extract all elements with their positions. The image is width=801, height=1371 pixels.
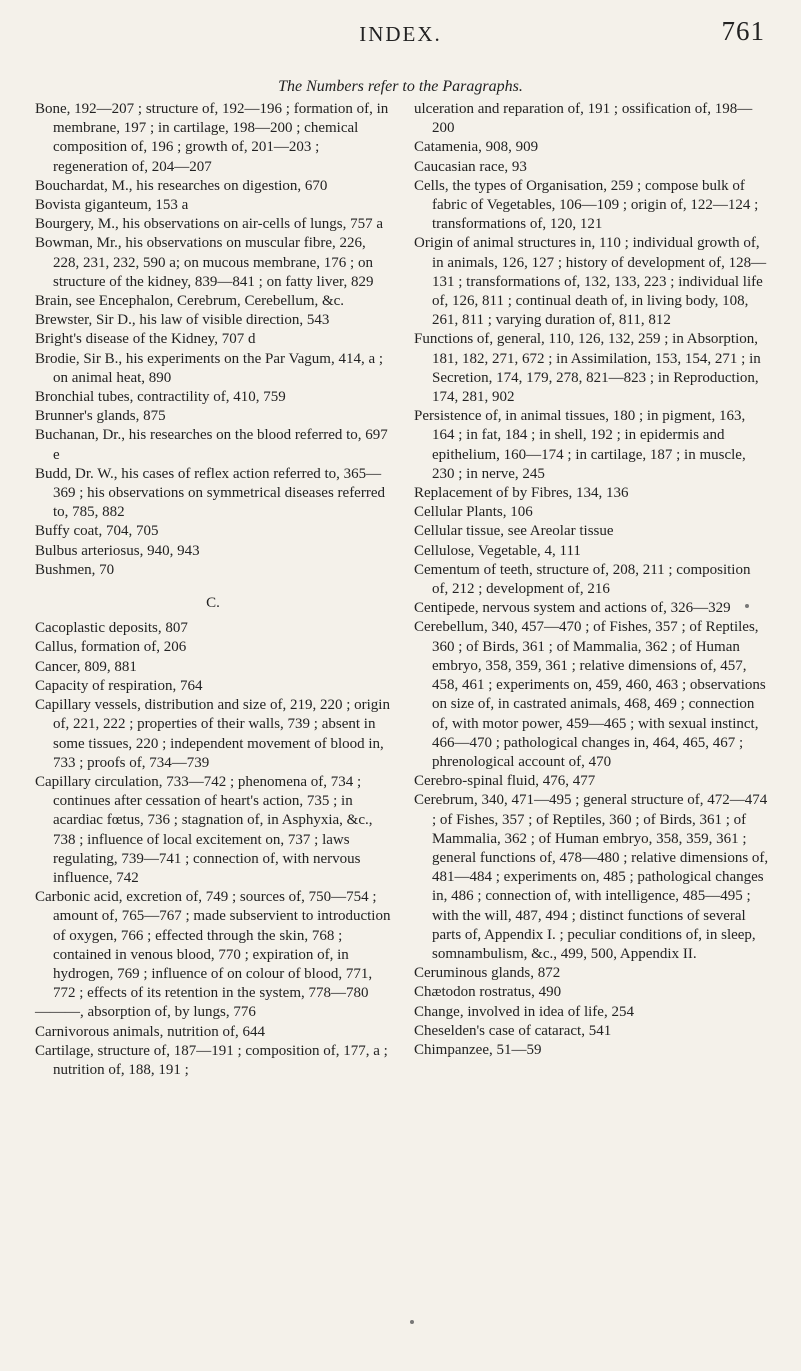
index-entry: Bronchial tubes, contractility of, 410, 759	[35, 389, 286, 406]
left-column	[35, 100, 391, 1080]
ink-speck	[745, 604, 749, 608]
index-entry: Catamenia, 908, 909	[414, 139, 539, 156]
index-entry: Cheselden's case of cataract, 541	[414, 1022, 612, 1039]
index-entry: Centipede, nervous system and actions of, 326—329	[414, 600, 731, 617]
index-entry: Bushmen, 70	[35, 561, 115, 578]
index-entry: Cerebellum, 340, 457—470 ; of Fishes, 357 ; of Reptiles, 360 ; of Birds, 361 ; of Mammalia, 362 ; of Human embryo, 358, 359, 361 ; relative dimensions of, 457, 458, 461 ; experiments on, 459, 460, 463 ; observations on size of, in castrated animals, 468, 469 ; connection of, with motor power, 459—465 ; with sexual instinct, 466—470 ; pathological changes in, 464, 465, 467 ; phrenological account of, 470	[414, 619, 766, 770]
index-entry: Functions of, general, 110, 126, 132, 259 ; in Absorption, 181, 182, 271, 672 ; in Assimilation, 153, 154, 271 ; in Secretion, 174, 179, 278, 821—823 ; in Reproduction, 174, 281, 902	[414, 331, 761, 406]
index-entry: ———, absorption of, by lungs, 776	[35, 1004, 256, 1021]
ink-speck	[410, 1320, 414, 1324]
index-entry: Cellulose, Vegetable, 4, 111	[414, 542, 581, 559]
running-title: INDEX.	[359, 22, 442, 46]
index-entry: Caucasian race, 93	[414, 158, 527, 175]
index-entry: Cacoplastic deposits, 807	[35, 620, 188, 637]
right-column	[414, 100, 770, 1060]
page-number: 761	[721, 16, 765, 46]
index-entry: Bowman, Mr., his observations on muscular fibre, 226, 228, 231, 232, 590 a; on mucous membrane, 176 ; on structure of the kidney, 839—841 ; on fatty liver, 829	[35, 235, 374, 290]
index-entry: Carnivorous animals, nutrition of, 644	[35, 1023, 265, 1040]
index-entry: Bourgery, M., his observations on air-cells of lungs, 757 a	[35, 216, 383, 233]
index-entry: Capacity of respiration, 764	[35, 677, 203, 694]
index-entry: Bright's disease of the Kidney, 707 d	[35, 331, 256, 348]
index-entry: Persistence of, in animal tissues, 180 ; in pigment, 163, 164 ; in fat, 184 ; in shell, 192 ; in epidermis and epithelium, 160—174 ; in cartilage, 187 ; in muscle, 230 ; in nerve, 245	[414, 408, 746, 482]
index-entry: Bovista giganteum, 153 a	[35, 197, 189, 214]
index-entry: Cellular tissue, see Areolar tissue	[414, 523, 614, 540]
index-entry: Carbonic acid, excretion of, 749 ; sources of, 750—754 ; amount of, 765—767 ; made subservient to introduction of oxygen, 766 ; effected through the skin, 768 ; contained in venous blood, 770 ; expiration of, in hydrogen, 769 ; influence of on colour of blood, 771, 772 ; effects of its retention in the system, 778—780	[35, 889, 391, 1002]
index-entry: Brewster, Sir D., his law of visible direction, 543	[35, 312, 330, 329]
index-entry: Budd, Dr. W., his cases of reflex action referred to, 365—369 ; his observations on symmetrical diseases referred to, 785, 882	[35, 465, 385, 521]
index-entry: Cancer, 809, 881	[35, 658, 137, 675]
index-entry: Chætodon rostratus, 490	[414, 984, 562, 1001]
index-entry: Brain, see Encephalon, Cerebrum, Cerebellum, &c.	[35, 293, 345, 310]
index-entry: Ceruminous glands, 872	[414, 965, 561, 982]
index-entry: Brodie, Sir B., his experiments on the Par Vagum, 414, a ; on animal heat, 890	[35, 350, 384, 386]
index-entry: Origin of animal structures in, 110 ; individual growth of, in animals, 126, 127 ; history of development of, 128—131 ; transformations of, 132, 133, 223 ; individual life of, 126, 811 ; continual death of, in living body, 108, 261, 811 ; varying duration of, 811, 812	[414, 235, 767, 329]
index-entry: Change, involved in idea of life, 254	[414, 1003, 634, 1020]
index-entry: Cementum of teeth, structure of, 208, 211 ; composition of, 212 ; development of, 216	[414, 561, 751, 598]
index-entry: Callus, formation of, 206	[35, 639, 187, 656]
index-entry: Cerebrum, 340, 471—495 ; general structure of, 472—474 ; of Fishes, 357 ; of Reptiles, 360 ; of Birds, 361 ; of Mammalia, 362 ; of Human embryo, 358, 359, 361 ; general functions of, 478—480 ; relative dimensions of, 481—484 ; experiments on, 485 ; pathological changes in, 486 ; connection of, with intelligence, 485—495 ; with the will, 487, 494 ; distinct functions of several parts of, Appendix I. ; peculiar conditions of, in sleep, somnambulism, &c., 499, 500, Appendix II.	[414, 792, 769, 962]
index-entry: Bone, 192—207 ; structure of, 192—196 ; formation of, in membrane, 197 ; in cartilage, 198—200 ; chemical composition of, 196 ; growth of, 201—203 ; regeneration of, 204—207	[35, 101, 389, 175]
index-entry: Capillary circulation, 733—742 ; phenomena of, 734 ; continues after cessation of heart's action, 735 ; in acardiac fœtus, 736 ; stagnation of, in Asphyxia, &c., 738 ; influence of local excitement on, 737 ; laws regulating, 739—741 ; connection of, with nervous influence, 742	[35, 773, 373, 886]
index-entry: Replacement of by Fibres, 134, 136	[414, 485, 629, 502]
index-entry: Cells, the types of Organisation, 259 ; compose bulk of fabric of Vegetables, 106—109 ; origin of, 122—124 ; transformations of, 120, 121	[414, 177, 759, 233]
index-entry: Cartilage, structure of, 187—191 ; composition of, 177, a ; nutrition of, 188, 191 ;	[35, 1042, 388, 1078]
index-entry: Chimpanzee, 51—59	[414, 1041, 542, 1058]
index-entry: Cerebro-spinal fluid, 476, 477	[414, 773, 596, 790]
index-entry: Bouchardat, M., his researches on digestion, 670	[35, 177, 328, 194]
index-entry: Brunner's glands, 875	[35, 408, 166, 425]
index-entry: ulceration and reparation of, 191 ; ossification of, 198—200	[414, 101, 753, 137]
index-entry: Buchanan, Dr., his researches on the blood referred to, 697 e	[35, 427, 388, 463]
index-subtitle: The Numbers refer to the Paragraphs.	[278, 78, 523, 95]
index-entry: Cellular Plants, 106	[414, 504, 533, 521]
index-entry: Buffy coat, 704, 705	[35, 523, 159, 540]
section-letter-c: C.	[206, 595, 220, 612]
page-header	[0, 16, 801, 56]
index-entry: Bulbus arteriosus, 940, 943	[35, 542, 200, 559]
index-entry: Capillary vessels, distribution and size of, 219, 220 ; origin of, 221, 222 ; properties of their walls, 739 ; absent in some tissues, 220 ; independent movement of blood in, 733 ; proofs of, 734—739	[35, 697, 390, 771]
